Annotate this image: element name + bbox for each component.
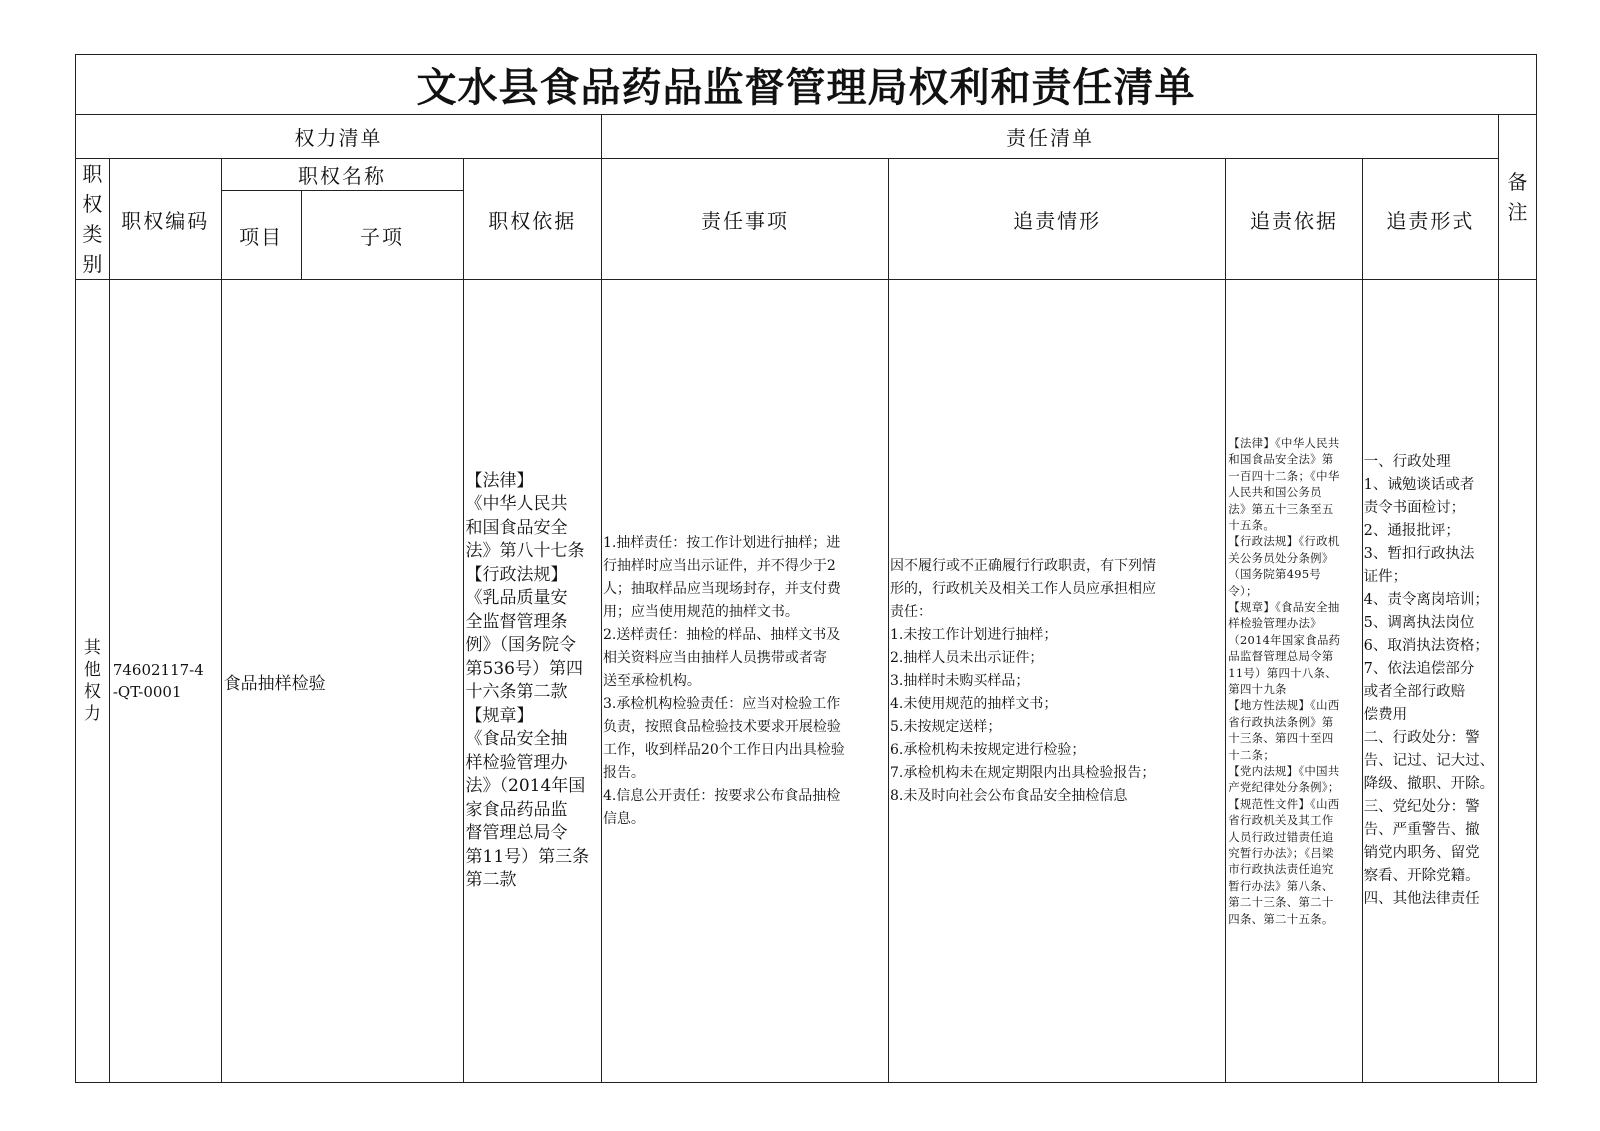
text-line: 家食品药品监 bbox=[465, 799, 568, 820]
text-line: 一、行政处理 bbox=[1363, 454, 1451, 470]
text-line: 《乳品质量安 bbox=[465, 588, 568, 608]
power-responsibility-table bbox=[75, 54, 1537, 1083]
text-line: 告、严重警告、撤 bbox=[1363, 822, 1480, 838]
accountability-form-header: 追责形式 bbox=[1362, 159, 1498, 280]
text-line: 11号）第四十八条、 bbox=[1228, 665, 1337, 680]
text-line: 工作，收到样品20个工作日内出具检验 bbox=[602, 741, 845, 758]
row-category: 其 他 权 力 bbox=[76, 280, 110, 1083]
text-line: 7.承检机构未在规定期限内出具检验报告； bbox=[890, 764, 1156, 781]
row-item: 食品抽样检验 bbox=[221, 280, 463, 1083]
text-line: 关公务员处分条例》 bbox=[1228, 550, 1334, 565]
text-line: （国务院第495号 bbox=[1228, 567, 1322, 582]
text-line: 告、记过、记大过、 bbox=[1363, 753, 1495, 769]
text-line: 《食品安全抽 bbox=[465, 729, 568, 749]
text-line: 降级、撤职、开除。 bbox=[1363, 776, 1495, 792]
text-line: 省行政执法条例》第 bbox=[1228, 714, 1334, 729]
text-line: 或者全部行政赔 bbox=[1363, 684, 1466, 700]
text-line: 三、党纪处分：警 bbox=[1363, 799, 1480, 815]
text-line: 令）； bbox=[1228, 583, 1258, 598]
subitem-header: 子项 bbox=[301, 191, 463, 280]
text-line: （2014年国家食品药 bbox=[1228, 632, 1341, 647]
text-line: 督管理总局令 bbox=[465, 823, 568, 843]
text-line: 第四十九条 bbox=[1228, 682, 1287, 696]
text-line: 暂行办法》第八条、 bbox=[1228, 878, 1334, 893]
text-line: 销党内职务、留党 bbox=[1363, 845, 1480, 861]
text-line: 十六条第二款 bbox=[465, 682, 568, 702]
category-header: 职 权 类 别 bbox=[76, 159, 110, 280]
text-line: 人员行政过错责任追 bbox=[1228, 829, 1334, 844]
text-line: 【行政法规】 bbox=[465, 564, 568, 585]
text-line: 4.信息公开责任：按要求公布食品抽检 bbox=[602, 787, 841, 804]
text-line: 1.抽样责任：按工作计划进行抽样；进 bbox=[602, 534, 841, 551]
text-line: 用；应当使用规范的抽样文书。 bbox=[602, 603, 799, 620]
duty-header: 责任事项 bbox=[601, 159, 888, 280]
row-duty bbox=[601, 280, 888, 1083]
row-accountability-form bbox=[1362, 280, 1498, 1083]
text-line: 报告。 bbox=[602, 764, 645, 781]
text-line: 1、诫勉谈话或者 bbox=[1363, 477, 1475, 493]
situation-lines bbox=[890, 555, 1224, 808]
text-line: 6、取消执法资格； bbox=[1363, 638, 1489, 654]
row-code: 74602117-4 -QT-0001 bbox=[109, 280, 221, 1083]
text-line: 3.抽样时未购买样品； bbox=[890, 672, 1030, 689]
text-line: 十三条、第四十至四 bbox=[1228, 731, 1334, 746]
text-line: 4.未使用规范的抽样文书； bbox=[890, 695, 1058, 712]
text-line: 2、通报批评； bbox=[1363, 523, 1460, 539]
text-line: 【法律】《中华人民共 bbox=[1228, 435, 1340, 450]
text-line: 市行政执法责任追究 bbox=[1228, 862, 1334, 877]
text-line: 3、暂扣行政执法 bbox=[1363, 546, 1475, 562]
text-line: 第536号）第四 bbox=[465, 658, 583, 679]
text-line: 2.送样责任：抽检的样品、抽样文书及 bbox=[602, 626, 841, 643]
text-line: 形的，行政机关及相关工作人员应承担相应 bbox=[890, 580, 1156, 597]
text-line: 产党纪律处分条例》； bbox=[1228, 780, 1340, 795]
duty-lines bbox=[603, 532, 887, 831]
text-line: 负责，按照食品检验技术要求开展检验 bbox=[602, 718, 841, 735]
text-line: 四条、第二十五条。 bbox=[1228, 911, 1334, 926]
accountability-form-lines bbox=[1364, 451, 1497, 911]
text-line: 【规章】 bbox=[465, 705, 534, 726]
accountability-basis-lines bbox=[1228, 435, 1359, 927]
text-line: 十五条。 bbox=[1228, 517, 1276, 532]
text-line: 二、行政处分：警 bbox=[1363, 730, 1480, 746]
situation-header: 追责情形 bbox=[889, 159, 1226, 280]
text-line: 省行政机关及其工作 bbox=[1228, 813, 1334, 828]
page-title: 文水县食品药品监督管理局权利和责任清单 bbox=[76, 55, 1537, 115]
responsibility-list-header: 责任清单 bbox=[601, 115, 1498, 159]
text-line: 送至承检机构。 bbox=[602, 672, 701, 689]
text-line: 【规章】《食品安全抽 bbox=[1228, 599, 1340, 614]
text-line: 【行政法规】《行政机 bbox=[1228, 534, 1340, 549]
accountability-basis-header: 追责依据 bbox=[1226, 159, 1362, 280]
text-line: 因不履行或不正确履行行政职责，有下列情 bbox=[890, 557, 1156, 574]
text-line: 全监督管理条 bbox=[465, 611, 568, 632]
code-header: 职权编码 bbox=[109, 159, 221, 280]
text-line: 第11号）第三条 bbox=[465, 846, 590, 867]
text-line: 人；抽取样品应当现场封存，并支付费 bbox=[602, 580, 841, 597]
text-line: 责令书面检讨； bbox=[1363, 500, 1466, 516]
name-header: 职权名称 bbox=[221, 159, 463, 191]
text-line: 2.抽样人员未出示证件； bbox=[890, 649, 1044, 666]
item-header: 项目 bbox=[221, 191, 301, 280]
text-line: 4、责令离岗培训； bbox=[1363, 592, 1489, 608]
text-line: 【规范性文件】《山西 bbox=[1228, 796, 1340, 811]
text-line: 3.承检机构检验责任：应当对检验工作 bbox=[602, 695, 841, 712]
text-line: 察看、开除党籍。 bbox=[1363, 868, 1480, 884]
text-line: 5.未按规定送样； bbox=[890, 718, 1002, 735]
text-line: 例》（国务院令 bbox=[465, 635, 577, 655]
text-line: 人民共和国公务员 bbox=[1228, 485, 1322, 500]
remark-header: 备 注 bbox=[1499, 115, 1537, 280]
text-line: 5、调离执法岗位 bbox=[1363, 615, 1475, 631]
text-line: 6.承检机构未按规定进行检验； bbox=[890, 741, 1086, 758]
text-line: 和国食品安全法》第 bbox=[1228, 452, 1334, 467]
text-line: 样检验管理办法》 bbox=[1228, 616, 1322, 631]
text-line: 1.未按工作计划进行抽样； bbox=[890, 626, 1058, 643]
text-line: 四、其他法律责任 bbox=[1363, 891, 1480, 907]
text-line: 法》第八十七条 bbox=[465, 541, 585, 561]
text-line: 第二十三条、第二十 bbox=[1228, 895, 1334, 910]
text-line: 究暂行办法》；《吕梁 bbox=[1228, 846, 1334, 861]
text-line: 责任： bbox=[890, 603, 932, 620]
row-basis bbox=[463, 280, 601, 1083]
text-line: 信息。 bbox=[602, 810, 645, 827]
text-line: 一百四十二条；《中华 bbox=[1228, 468, 1340, 483]
text-line: 第二款 bbox=[465, 870, 517, 890]
text-line: 证件； bbox=[1363, 569, 1408, 585]
text-line: 【地方性法规】《山西 bbox=[1228, 698, 1340, 713]
row-remark bbox=[1499, 280, 1537, 1083]
text-line: 【党内法规】《中国共 bbox=[1228, 764, 1340, 779]
row-situation bbox=[889, 280, 1226, 1083]
text-line: 行抽样时应当出示证件，并不得少于2 bbox=[602, 557, 836, 574]
text-line: 和国食品安全 bbox=[465, 517, 568, 538]
text-line: 偿费用 bbox=[1363, 707, 1408, 723]
basis-lines bbox=[466, 470, 601, 893]
text-line: 品监督管理总局令第 bbox=[1228, 649, 1334, 664]
text-line: 8.未及时向社会公布食品安全抽检信息 bbox=[890, 787, 1128, 804]
text-line: 法》（2014年国 bbox=[465, 776, 586, 796]
power-list-header: 权力清单 bbox=[76, 115, 602, 159]
text-line: 十二条； bbox=[1228, 747, 1276, 762]
text-line: 相关资料应当由抽样人员携带或者寄 bbox=[602, 649, 827, 666]
row-accountability-basis bbox=[1226, 280, 1362, 1083]
text-line: 7、依法追偿部分 bbox=[1363, 661, 1475, 677]
basis-header: 职权依据 bbox=[463, 159, 601, 280]
text-line: 法》第五十三条至五 bbox=[1228, 501, 1334, 516]
text-line: 【法律】 bbox=[465, 470, 534, 491]
text-line: 样检验管理办 bbox=[465, 752, 568, 773]
text-line: 《中华人民共 bbox=[465, 494, 568, 514]
